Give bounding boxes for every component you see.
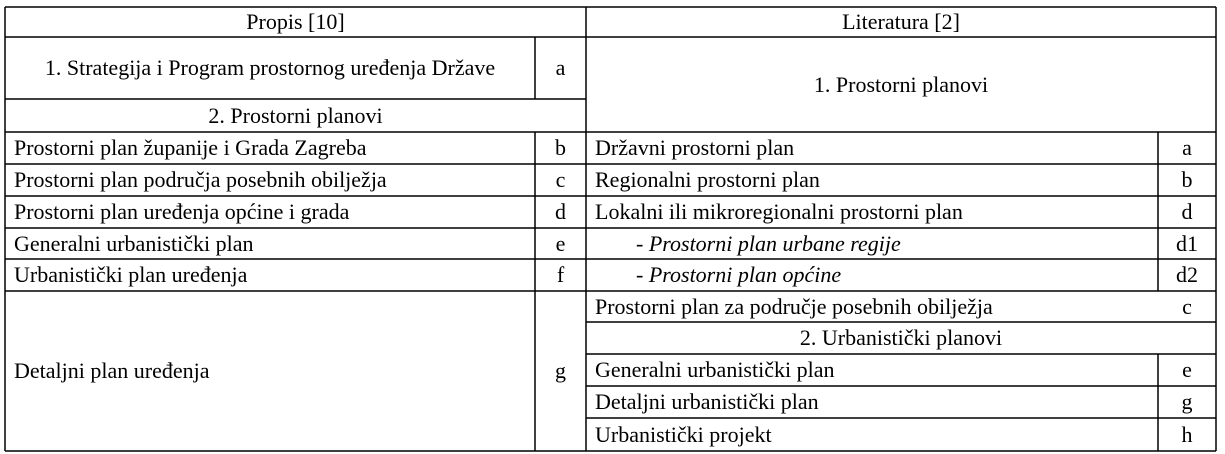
right-row-7-text: Prostorni plan za područje posebnih obilježja — [595, 293, 993, 319]
right-row-4-text: Lokalni ili mikroregionalni prostorni plan — [595, 199, 963, 224]
right-row-9-code: e — [1182, 357, 1192, 382]
right-row-10-text: Detaljni urbanistički plan — [595, 389, 819, 414]
left-row-5-text: Prostorni plan uređenja općine i grada — [14, 199, 350, 224]
right-row-9-text: Generalni urbanistički plan — [595, 357, 835, 382]
right-row-5-text: - Prostorni plan urbane regije — [636, 230, 901, 256]
left-column-header: Propis [10] — [246, 9, 345, 34]
right-row-2-text: Državni prostorni plan — [595, 135, 795, 160]
left-row-2-section: 2. Prostorni planovi — [208, 102, 383, 128]
left-row-7-text: Urbanistički plan uređenja — [14, 262, 248, 287]
left-row-6-text: Generalni urbanistički plan — [14, 230, 254, 256]
right-row-3-text: Regionalni prostorni plan — [595, 167, 820, 192]
right-row-8-section: 2. Urbanistički planovi — [799, 325, 1003, 350]
right-row-11-code: h — [1181, 421, 1193, 447]
left-row-3-code: b — [555, 135, 566, 160]
left-row-4-code: c — [555, 167, 566, 192]
left-row-1-text: 1. Strategija i Program prostornog uređenja Države — [44, 55, 496, 80]
right-row-5-code: d1 — [1176, 230, 1198, 256]
right-row-6-text: - Prostorni plan općine — [636, 262, 842, 287]
right-row-4-code: d — [1181, 199, 1193, 224]
comparison-table — [5, 7, 1216, 452]
left-row-5-code: d — [555, 199, 566, 224]
right-row-7-code: c — [1182, 293, 1192, 319]
left-row-3-text: Prostorni plan županije i Grada Zagreba — [14, 135, 367, 160]
left-row-8-code: g — [555, 358, 566, 383]
left-row-1-code: a — [555, 55, 566, 80]
right-row-6-code: d2 — [1176, 262, 1198, 287]
left-row-7-code: f — [556, 262, 565, 287]
left-row-8-text: Detaljni plan uređenja — [14, 358, 210, 383]
preceding-text-fragment — [5, 0, 14, 7]
left-row-4-text: Prostorni plan područja posebnih obilježja — [14, 167, 387, 192]
left-row-6-code: e — [555, 230, 566, 256]
right-row-10-code: g — [1181, 389, 1193, 414]
right-row-2-code: a — [1182, 135, 1192, 160]
right-row-1-section: 1. Prostorni planovi — [813, 71, 989, 97]
right-row-11-text: Urbanistički projekt — [595, 421, 772, 447]
right-row-3-code: b — [1181, 167, 1193, 192]
right-column-header: Literatura [2] — [842, 9, 960, 34]
